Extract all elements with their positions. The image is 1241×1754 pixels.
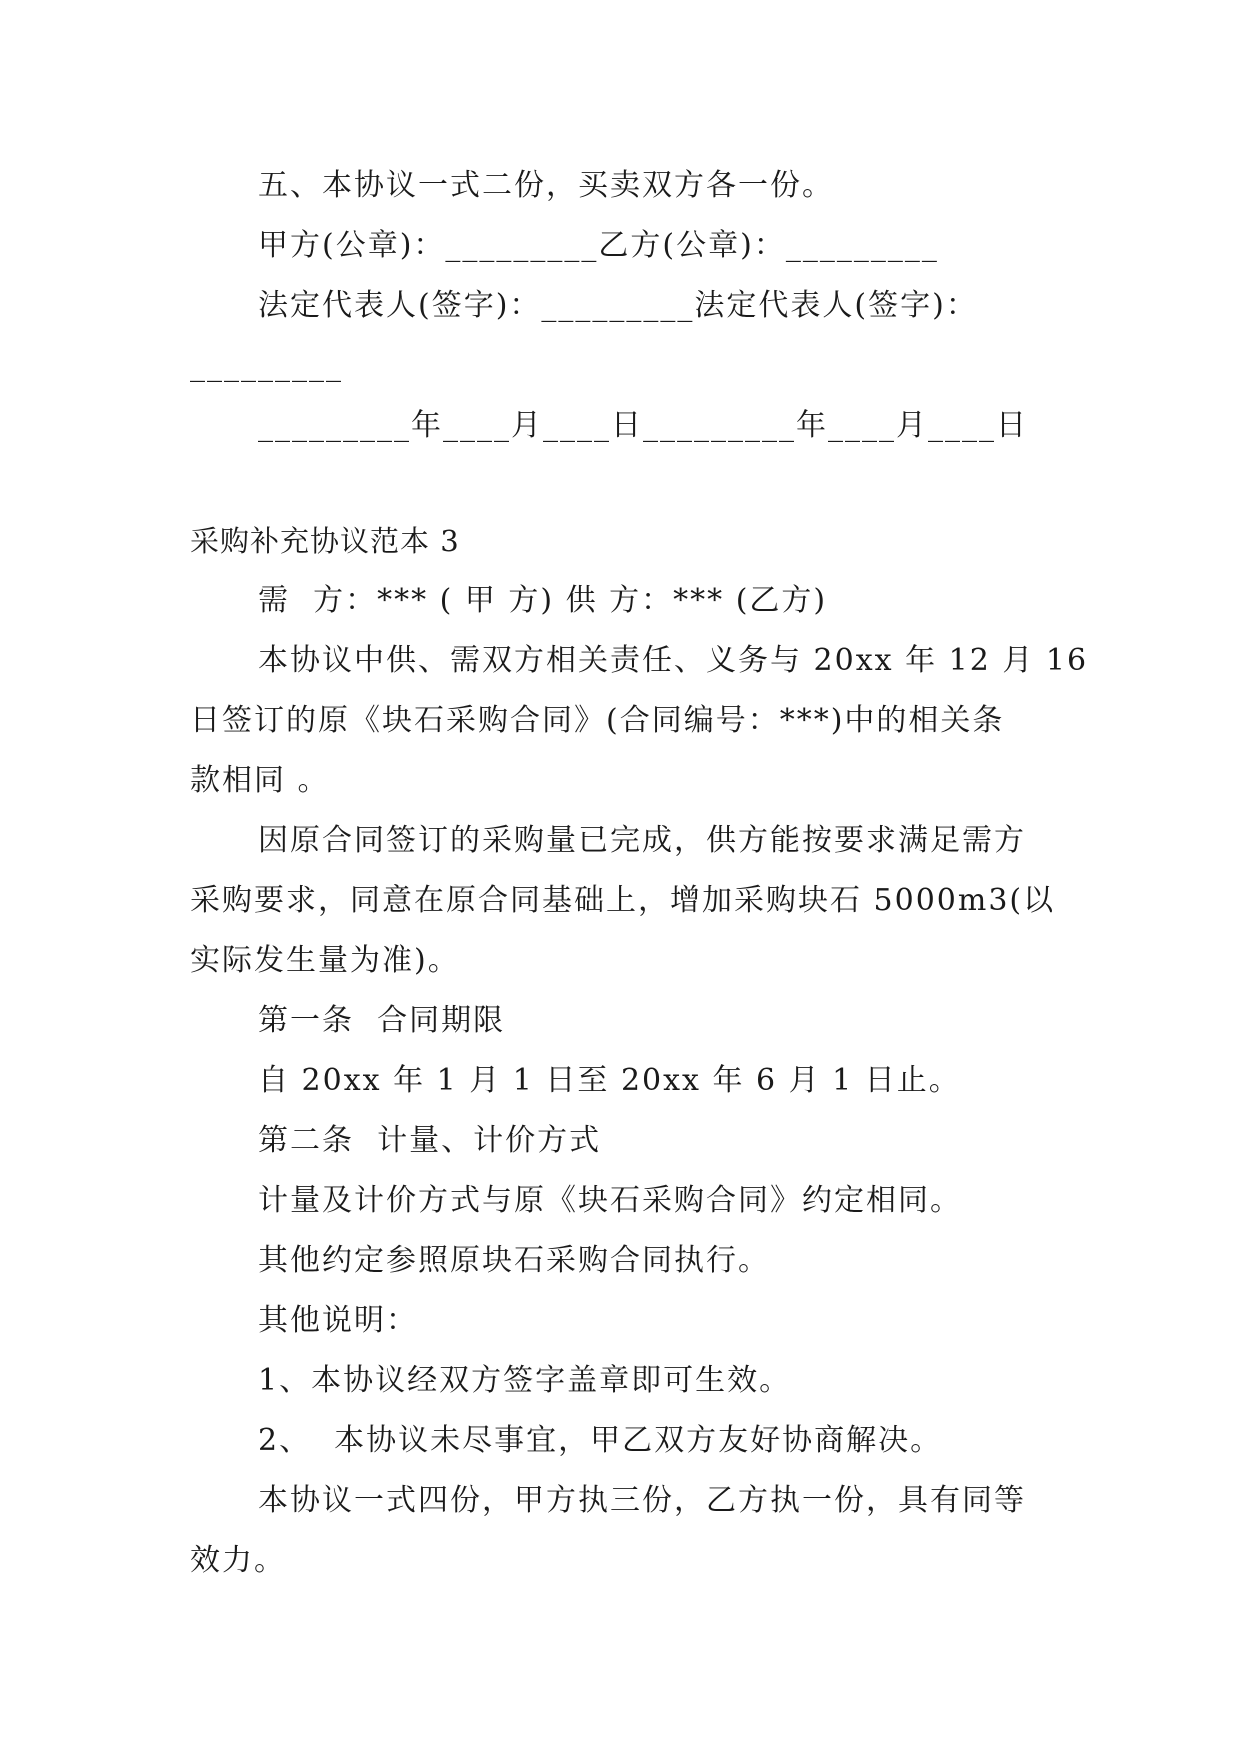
paragraph-line: 采购要求，同意在原合同基础上，增加采购块石 5000m3(以 <box>190 883 1056 918</box>
article-one-heading: 第一条 合同期限 <box>258 1003 506 1038</box>
clause-five: 五、本协议一式二份，买卖双方各一份。 <box>258 168 834 203</box>
other-notes-heading: 其他说明： <box>258 1303 418 1338</box>
paragraph-line: 日签订的原《块石采购合同》(合同编号：***)中的相关条 <box>190 703 1005 738</box>
article-two-body: 计量及计价方式与原《块石采购合同》约定相同。 <box>258 1183 962 1218</box>
seal-line: 甲方(公章)：_________乙方(公章)：_________ <box>258 228 939 263</box>
article-two-heading: 第二条 计量、计价方式 <box>258 1123 602 1158</box>
legal-rep-signature-line: 法定代表人(签字)：_________法定代表人(签字)： <box>258 288 978 323</box>
legal-rep-signature-blank: _________ <box>190 348 343 383</box>
date-line: _________年____月____日_________年____月____日 <box>258 408 1028 443</box>
copies-line-end: 效力。 <box>190 1543 286 1578</box>
other-agreements-line: 其他约定参照原块石采购合同执行。 <box>258 1243 770 1278</box>
paragraph-line: 款相同 。 <box>190 763 330 798</box>
copies-line: 本协议一式四份，甲方执三份，乙方执一份，具有同等 <box>258 1483 1026 1518</box>
paragraph-line: 实际发生量为准)。 <box>190 943 460 978</box>
article-one-body: 自 20xx 年 1 月 1 日至 20xx 年 6 月 1 日止。 <box>258 1063 961 1098</box>
paragraph-line: 本协议中供、需双方相关责任、义务与 20xx 年 12 月 16 <box>258 643 1089 678</box>
note-item-1: 1、本协议经双方签字盖章即可生效。 <box>258 1363 792 1398</box>
note-item-2: 2、 本协议未尽事宜，甲乙双方友好协商解决。 <box>258 1423 943 1458</box>
paragraph-line: 因原合同签订的采购量已完成，供方能按要求满足需方 <box>258 823 1026 858</box>
section-title: 采购补充协议范本 3 <box>190 524 460 558</box>
parties-line: 需 方：*** ( 甲 方) 供 方：*** (乙方) <box>258 583 828 618</box>
